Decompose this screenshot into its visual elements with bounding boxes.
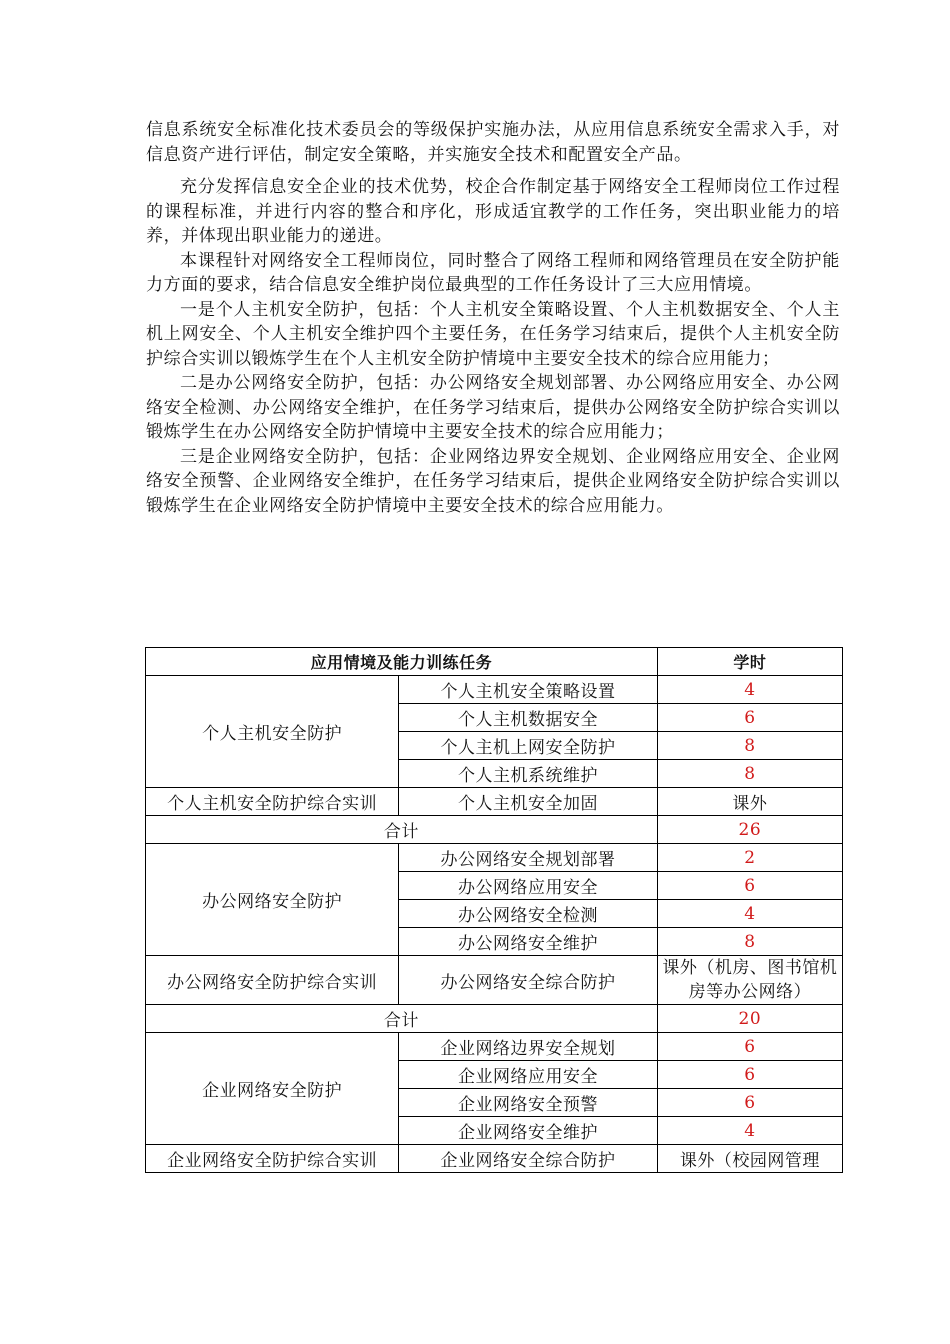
task-hours: 6 <box>657 872 842 900</box>
paragraph: 充分发挥信息安全企业的技术优势，校企合作制定基于网络安全工程师岗位工作过程的课程标准，并进行内容的整合和序化，形成适宜教学的工作任务，突出职业能力的培养，并体现出职业能力的递进。 <box>146 177 840 246</box>
table-row <box>146 956 843 1005</box>
task-hours: 8 <box>657 928 842 956</box>
task-name: 个人主机系统维护 <box>399 760 657 788</box>
total-label: 合计 <box>146 1005 658 1033</box>
total-row <box>146 816 843 844</box>
total-row <box>146 1005 843 1033</box>
table-row <box>146 844 843 872</box>
task-name: 企业网络安全维护 <box>399 1117 657 1145</box>
total-label: 合计 <box>146 816 658 844</box>
paragraph: 一是个人主机安全防护，包括：个人主机安全策略设置、个人主机数据安全、个人主机上网安全、个人主机安全维护四个主要任务，在任务学习结束后，提供个人主机安全防护综合实训以锻炼学生在个人主机安全防护情境中主要安全技术的综合应用能力； <box>146 299 840 369</box>
task-hours: 8 <box>657 732 842 760</box>
paragraph: 本课程针对网络安全工程师岗位，同时整合了网络工程师和网络管理员在安全防护能力方面的要求，结合信息安全维护岗位最典型的工作任务设计了三大应用情境。 <box>146 250 840 295</box>
task-name: 办公网络应用安全 <box>399 872 657 900</box>
practice-task: 个人主机安全加固 <box>399 788 657 816</box>
task-hours: 4 <box>657 900 842 928</box>
task-hours: 6 <box>657 1033 842 1061</box>
task-hours: 6 <box>657 704 842 732</box>
scenario-name: 个人主机安全防护 <box>146 676 399 788</box>
total-hours: 20 <box>657 1005 842 1033</box>
task-name: 企业网络安全预警 <box>399 1089 657 1117</box>
task-name: 企业网络应用安全 <box>399 1061 657 1089</box>
task-name: 办公网络安全规划部署 <box>399 844 657 872</box>
task-hours: 6 <box>657 1089 842 1117</box>
paragraph: 信息系统安全标准化技术委员会的等级保护实施办法，从应用信息系统安全需求入手，对信息资产进行评估，制定安全策略，并实施安全技术和配置安全产品。 <box>146 120 840 165</box>
paragraph: 三是企业网络安全防护，包括：企业网络边界安全规划、企业网络应用安全、企业网络安全预警、企业网络安全维护，在任务学习结束后，提供企业网络安全防护综合实训以锻炼学生在企业网络安全防护情境中主要安全技术的综合应用能力。 <box>146 446 840 516</box>
total-hours: 26 <box>657 816 842 844</box>
table-row <box>146 676 843 704</box>
task-hours: 2 <box>657 844 842 872</box>
practice-name: 企业网络安全防护综合实训 <box>146 1145 399 1173</box>
table-row <box>146 788 843 816</box>
table-header-row <box>146 648 843 676</box>
practice-name: 个人主机安全防护综合实训 <box>146 788 399 816</box>
header-tasks: 应用情境及能力训练任务 <box>146 648 658 676</box>
task-name: 个人主机上网安全防护 <box>399 732 657 760</box>
practice-name: 办公网络安全防护综合实训 <box>146 956 399 1005</box>
task-name: 企业网络边界安全规划 <box>399 1033 657 1061</box>
table-row <box>146 1033 843 1061</box>
practice-hours: 课外（机房、图书馆机房等办公网络） <box>657 956 842 1005</box>
practice-task: 企业网络安全综合防护 <box>399 1145 657 1173</box>
task-hours: 4 <box>657 1117 842 1145</box>
hours-table <box>145 647 843 1173</box>
header-hours: 学时 <box>657 648 842 676</box>
practice-task: 办公网络安全综合防护 <box>399 956 657 1005</box>
task-name: 个人主机数据安全 <box>399 704 657 732</box>
task-hours: 6 <box>657 1061 842 1089</box>
task-hours: 8 <box>657 760 842 788</box>
practice-hours: 课外（校园网管理 <box>657 1145 842 1173</box>
practice-hours: 课外 <box>657 788 842 816</box>
scenario-name: 办公网络安全防护 <box>146 844 399 956</box>
body-text <box>146 118 840 518</box>
paragraph: 二是办公网络安全防护，包括：办公网络安全规划部署、办公网络应用安全、办公网络安全检测、办公网络安全维护，在任务学习结束后，提供办公网络安全防护综合实训以锻炼学生在办公网络安全防护情境中主要安全技术的综合应用能力； <box>146 373 840 442</box>
scenario-name: 企业网络安全防护 <box>146 1033 399 1145</box>
table-row <box>146 1145 843 1173</box>
task-name: 个人主机安全策略设置 <box>399 676 657 704</box>
task-name: 办公网络安全维护 <box>399 928 657 956</box>
task-hours: 4 <box>657 676 842 704</box>
task-name: 办公网络安全检测 <box>399 900 657 928</box>
